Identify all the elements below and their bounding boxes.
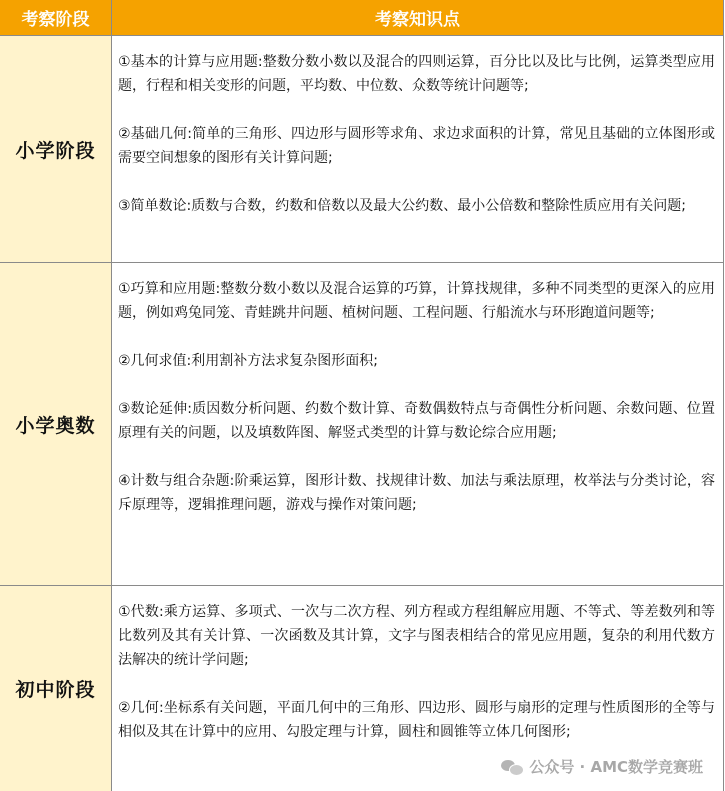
knowledge-item: ③简单数论:质数与合数，约数和倍数以及最大公约数、最小公倍数和整除性质应用有关问题; <box>118 198 686 214</box>
header-knowledge-points: 考察知识点 <box>375 10 460 30</box>
knowledge-item: ①巧算和应用题:整数分数小数以及混合运算的巧算，计算找规律，多种不同类型的更深入的应用题，例如鸡兔同笼、青蛙跳井问题、植树问题、工程问题、行船流水与环形跑道问题等; <box>118 281 715 321</box>
knowledge-item: ①代数:乘方运算、多项式、一次与二次方程、列方程或方程组解应用题、不等式、等差数列和等比数列及其有关计算、一次函数及其计算，文字与图表相结合的常见应用题，复杂的利用代数方法解决的统计学问题; <box>118 604 715 668</box>
table-row-primary <box>0 36 723 263</box>
stage-cell: 小学阶段 <box>0 36 112 262</box>
content-cell <box>112 263 723 585</box>
stage-cell: 小学奥数 <box>0 263 112 585</box>
content-cell <box>112 36 723 262</box>
knowledge-item: ②基础几何:简单的三角形、四边形与圆形等求角、求边求面积的计算，常见且基础的立体图形或需要空间想象的图形有关计算问题; <box>118 126 715 166</box>
knowledge-item: ②几何:坐标系有关问题，平面几何中的三角形、四边形、圆形与扇形的定理与性质图形的全等与相似及其在计算中的应用、勾股定理与计算，圆柱和圆锥等立体几何图形; <box>118 700 715 740</box>
wechat-icon <box>501 758 523 776</box>
knowledge-item: ③数论延伸:质因数分析问题、约数个数计算、奇数偶数特点与奇偶性分析问题、余数问题、位置原理有关的问题，以及填数阵图、解竖式类型的计算与数论综合应用题; <box>118 401 715 441</box>
table-right-border <box>723 0 724 791</box>
stage-cell: 初中阶段 <box>0 586 112 791</box>
table-header-row <box>0 0 723 36</box>
table-row-olympiad <box>0 263 723 586</box>
knowledge-item: ②几何求值:利用割补方法求复杂图形面积; <box>118 353 378 369</box>
knowledge-item: ④计数与组合杂题:阶乘运算，图形计数、找规律计数、加法与乘法原理，枚举法与分类讨论，容斥原理等，逻辑推理问题，游戏与操作对策问题; <box>118 473 715 513</box>
watermark <box>501 756 703 777</box>
watermark-text: 公众号 · AMC数学竞赛班 <box>529 758 703 776</box>
header-stage: 考察阶段 <box>0 0 112 35</box>
knowledge-item: ①基本的计算与应用题:整数分数小数以及混合的四则运算，百分比以及比与比例，运算类型应用题，行程和相关变形的问题，平均数、中位数、众数等统计问题等; <box>118 54 715 94</box>
